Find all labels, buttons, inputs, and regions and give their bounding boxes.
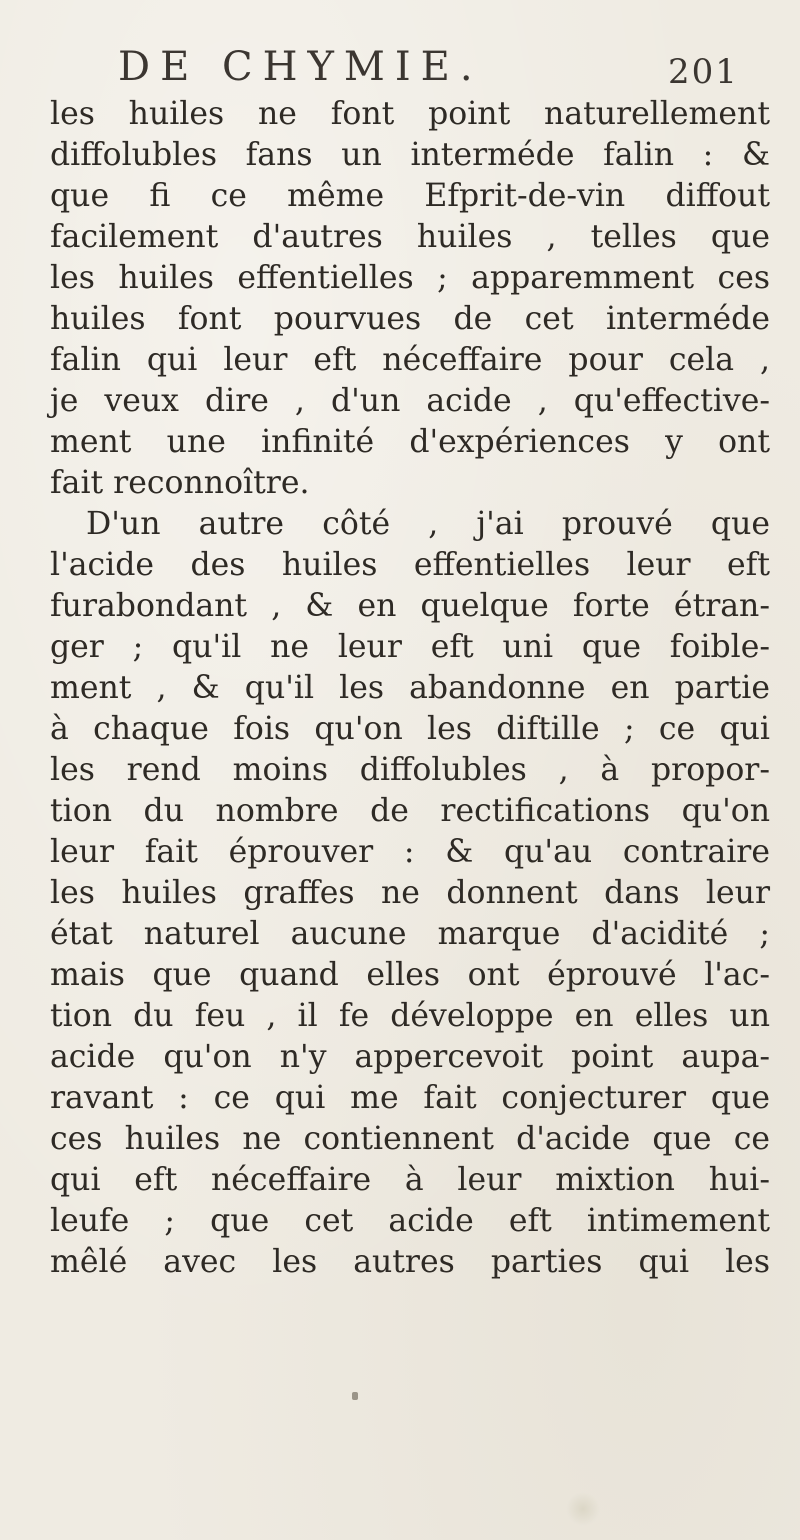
ink-speck bbox=[352, 1392, 358, 1400]
text-line: ment une infinité d'expériences y ont bbox=[50, 424, 770, 460]
text-line: à chaque fois qu'on les diftille ; ce qui bbox=[50, 711, 770, 747]
text-line: qui eft néceffaire à leur mixtion hui- bbox=[50, 1162, 770, 1198]
text-line: les rend moins diffolubles , à propor- bbox=[50, 752, 770, 788]
text-line: huiles font pourvues de cet interméde bbox=[50, 301, 770, 337]
text-line-paragraph-start: D'un autre côté , j'ai prouvé que bbox=[86, 506, 770, 542]
text-line: leufe ; que cet acide eft intimement bbox=[50, 1203, 770, 1239]
text-line: mais que quand elles ont éprouvé l'ac- bbox=[50, 957, 770, 993]
text-line: leur fait éprouver : & qu'au contraire bbox=[50, 834, 770, 870]
text-line-paragraph-end: fait reconnoître. bbox=[50, 465, 310, 501]
text-line: facilement d'autres huiles , telles que bbox=[50, 219, 770, 255]
text-line: diffolubles fans un interméde falin : & bbox=[50, 137, 770, 173]
text-line: falin qui leur eft néceffaire pour cela , bbox=[50, 342, 770, 378]
text-line: que fi ce même Efprit-de-vin diffout bbox=[50, 178, 770, 214]
running-head bbox=[0, 38, 800, 98]
text-line: les huiles effentielles ; apparemment ces bbox=[50, 260, 770, 296]
text-line: tion du nombre de rectifications qu'on bbox=[50, 793, 770, 829]
text-line: ravant : ce qui me fait conjecturer que bbox=[50, 1080, 770, 1116]
text-line: état naturel aucune marque d'acidité ; bbox=[50, 916, 770, 952]
running-title: DE CHYMIE. bbox=[118, 44, 483, 90]
text-line: les huiles ne font point naturellement bbox=[50, 96, 770, 132]
text-line: ces huiles ne contiennent d'acide que ce bbox=[50, 1121, 770, 1157]
body-text bbox=[50, 94, 770, 1283]
text-line: je veux dire , d'un acide , qu'effective- bbox=[50, 383, 770, 419]
page-number: 201 bbox=[668, 52, 739, 92]
text-line: ment , & qu'il les abandonne en partie bbox=[50, 670, 770, 706]
text-line: mêlé avec les autres parties qui les bbox=[50, 1244, 770, 1280]
text-line: tion du feu , il fe développe en elles un bbox=[50, 998, 770, 1034]
text-line: ger ; qu'il ne leur eft uni que foible- bbox=[50, 629, 770, 665]
text-line: acide qu'on n'y appercevoit point aupa- bbox=[50, 1039, 770, 1075]
text-line: furabondant , & en quelque forte étran- bbox=[50, 588, 770, 624]
text-line: l'acide des huiles effentielles leur eft bbox=[50, 547, 770, 583]
paper-stain bbox=[566, 1492, 600, 1526]
text-line: les huiles graffes ne donnent dans leur bbox=[50, 875, 770, 911]
